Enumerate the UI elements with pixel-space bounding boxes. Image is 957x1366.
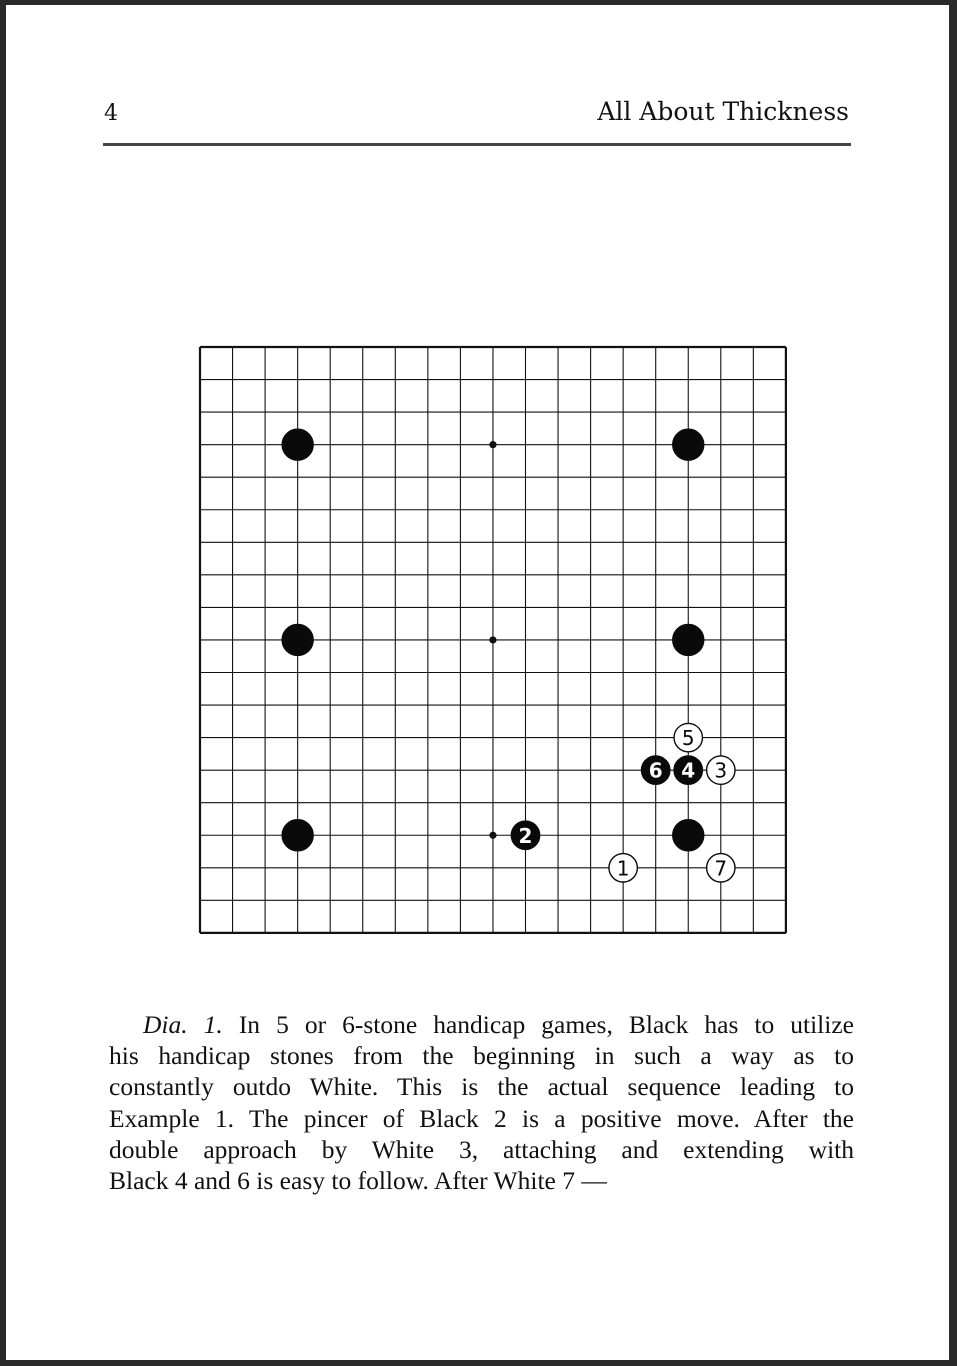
caption-line: Black 4 and 6 is easy to follow. After White 7 —: [109, 1165, 607, 1195]
caption-line: his handicap stones from the beginning in such a way as to: [109, 1041, 854, 1071]
move-number: 5: [681, 726, 695, 751]
handicap-stone: [673, 820, 704, 851]
move-number: 6: [648, 758, 663, 783]
page-number: 4: [104, 101, 118, 126]
star-point: [489, 636, 496, 643]
move-number: 7: [714, 856, 728, 881]
move-number: 1: [616, 856, 630, 881]
move-number: 2: [518, 823, 533, 848]
handicap-stone: [282, 429, 313, 460]
caption-line: double approach by White 3, attaching and extending with: [109, 1134, 854, 1164]
diagram-caption: [109, 1009, 854, 1196]
handicap-stone: [673, 429, 704, 460]
running-title: All About Thickness: [597, 97, 849, 126]
caption-line: Example 1. The pincer of Black 2 is a positive move. After the: [109, 1103, 854, 1133]
move-number: 3: [714, 758, 728, 783]
caption-line: constantly outdo White. This is the actual sequence leading to: [109, 1072, 854, 1102]
handicap-stone: [282, 624, 313, 655]
caption-label: Dia. 1.: [143, 1010, 223, 1039]
star-point: [489, 441, 496, 448]
book-page: [6, 5, 949, 1360]
star-point: [489, 832, 496, 839]
move-number: 4: [681, 758, 696, 783]
caption-line: Dia. 1. In 5 or 6-stone handicap games, Black has to utilize: [143, 1010, 854, 1039]
handicap-stone: [282, 820, 313, 851]
handicap-stone: [673, 624, 704, 655]
